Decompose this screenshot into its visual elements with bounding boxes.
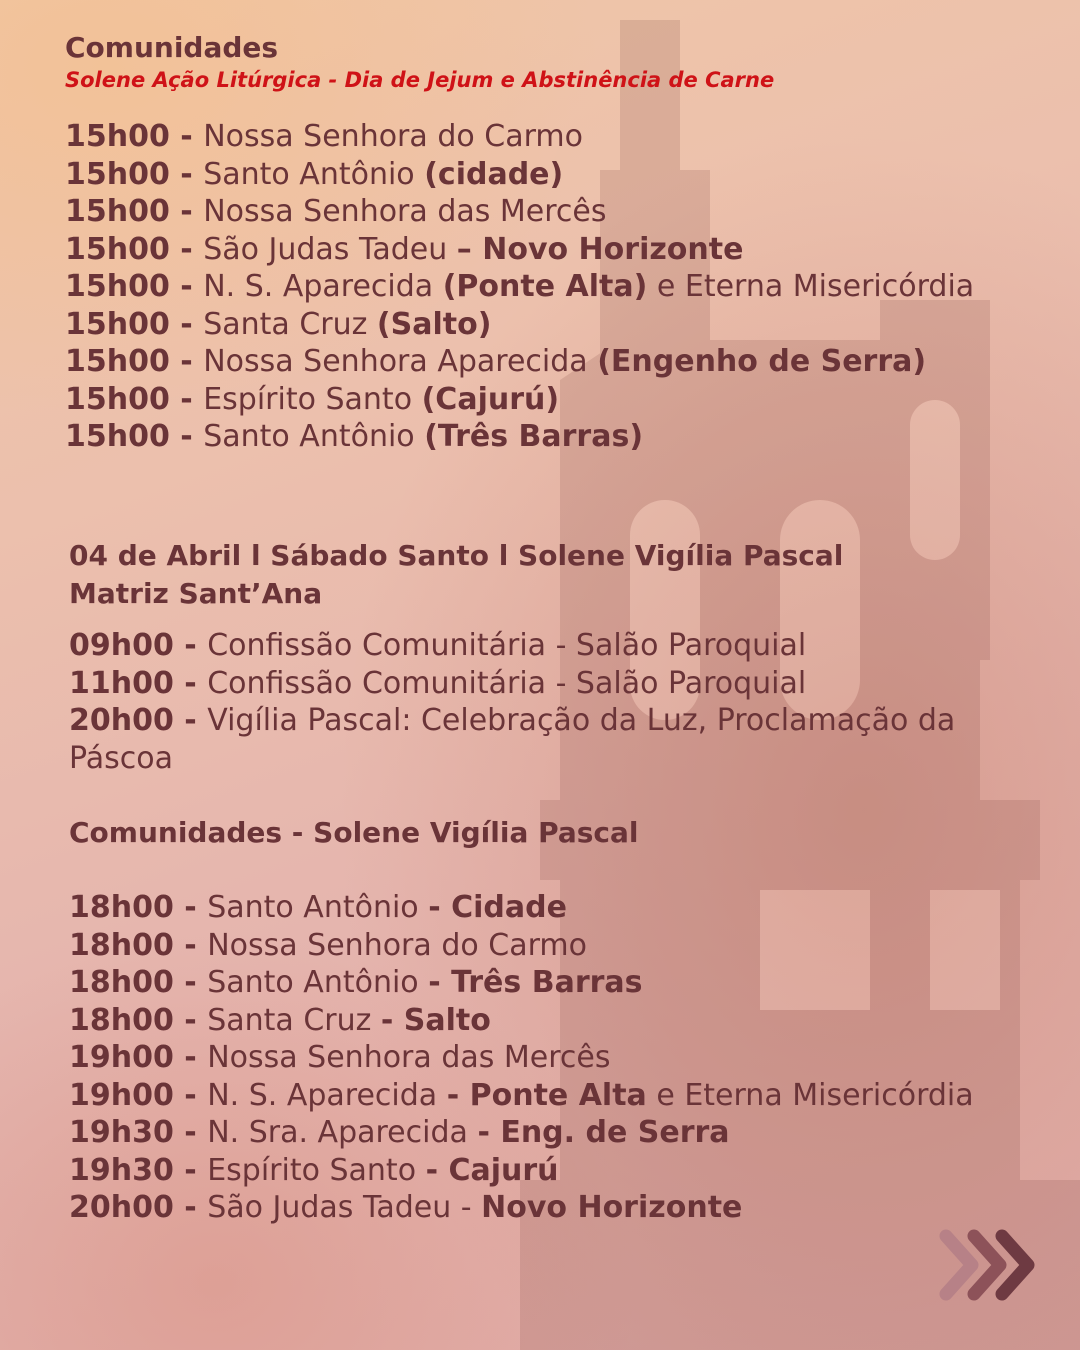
schedule-separator: - — [169, 194, 204, 229]
schedule-separator: - — [173, 1190, 208, 1225]
schedule-row — [69, 1152, 999, 1190]
schedule-event-text: Santa Cruz — [207, 1002, 381, 1038]
schedule-location-highlight: – Novo Horizonte — [456, 231, 744, 267]
schedule-separator: - — [169, 419, 204, 454]
schedule-time: 15h00 — [65, 156, 170, 192]
schedule-event-text: Confissão Comunitária - Salão Paroquial — [207, 665, 807, 701]
schedule-separator: - — [169, 344, 204, 379]
schedule-location-highlight: (Três Barras) — [424, 419, 644, 454]
schedule-time: 15h00 — [65, 269, 170, 304]
schedule-event-text: Nossa Senhora das Mercês — [203, 194, 607, 229]
schedule-event-text: Santo Antônio — [203, 419, 425, 454]
schedule-row — [65, 306, 995, 344]
section-title: 04 de Abril l Sábado Santo l Solene Vigília Pascal — [69, 539, 844, 572]
schedule-event-text: Espírito Santo — [207, 1152, 426, 1188]
schedule-event-text: e Eterna Misericórdia — [646, 1077, 974, 1113]
schedule-event-text: Nossa Senhora do Carmo — [203, 119, 583, 154]
schedule-event-text: São Judas Tadeu — [203, 231, 457, 267]
schedule-time: 19h30 — [69, 1152, 174, 1188]
schedule-location-highlight: - Cajurú — [425, 1152, 559, 1188]
schedule-row — [69, 1114, 999, 1152]
schedule-event-text: N. Sra. Aparecida — [207, 1115, 478, 1150]
schedule-separator: - — [173, 628, 208, 663]
section-title: Comunidades - Solene Vigília Pascal — [69, 816, 639, 849]
schedule-separator: - — [169, 306, 204, 342]
schedule-time: 15h00 — [65, 306, 170, 342]
schedule-event-text: Espírito Santo — [203, 381, 422, 417]
schedule-row — [65, 231, 995, 269]
schedule-event-text: N. S. Aparecida — [203, 269, 443, 304]
schedule-row — [69, 889, 999, 927]
section-sabado-santo — [69, 538, 843, 612]
schedule-separator: - — [169, 156, 204, 192]
schedule-separator: - — [173, 965, 208, 1000]
schedule-row — [69, 927, 999, 965]
schedule-event-text: N. S. Aparecida — [207, 1077, 447, 1113]
schedule-row — [69, 1189, 999, 1227]
section-title: Comunidades — [65, 31, 279, 64]
schedule-location-highlight: - Eng. de Serra — [477, 1115, 730, 1150]
schedule-separator: - — [173, 1040, 208, 1075]
schedule-event-text: Nossa Senhora Aparecida — [203, 344, 598, 379]
schedule-separator: - — [173, 1152, 208, 1188]
schedule-row — [69, 1039, 999, 1077]
schedule-location-highlight: - Ponte Alta — [446, 1077, 647, 1113]
schedule-time: 15h00 — [65, 194, 170, 229]
schedule-time: 20h00 — [69, 1190, 174, 1225]
schedule-list-matriz — [69, 627, 999, 777]
section-comunidades-vigilia — [69, 815, 639, 851]
schedule-location-highlight: (Cajurú) — [421, 381, 560, 417]
schedule-separator: - — [173, 703, 208, 738]
schedule-separator: - — [169, 381, 204, 417]
triple-chevron-right-icon[interactable] — [938, 1228, 1046, 1302]
schedule-row — [69, 702, 999, 777]
schedule-row — [65, 118, 995, 156]
schedule-location-highlight: (Ponte Alta) — [442, 269, 648, 304]
schedule-time: 19h00 — [69, 1040, 174, 1075]
section-location: Matriz Sant’Ana — [69, 577, 323, 610]
schedule-event-text: Nossa Senhora das Mercês — [207, 1040, 611, 1075]
schedule-time: 20h00 — [69, 703, 174, 738]
schedule-separator: - — [173, 1115, 208, 1150]
schedule-time: 19h00 — [69, 1077, 174, 1113]
schedule-time: 19h30 — [69, 1115, 174, 1150]
schedule-separator: - — [169, 269, 204, 304]
schedule-list-vigilia — [69, 889, 999, 1227]
schedule-location-highlight: - Salto — [380, 1002, 491, 1038]
schedule-list-sexta — [65, 118, 995, 456]
schedule-time: 15h00 — [65, 381, 170, 417]
schedule-event-text: Santo Antônio — [207, 890, 429, 925]
schedule-time: 15h00 — [65, 344, 170, 379]
schedule-separator: - — [173, 1002, 208, 1038]
schedule-location-highlight: (Engenho de Serra) — [597, 344, 927, 379]
schedule-separator: - — [169, 119, 204, 154]
section-comunidades — [65, 30, 774, 94]
schedule-event-text: Santa Cruz — [203, 306, 377, 342]
schedule-time: 18h00 — [69, 890, 174, 925]
schedule-time: 09h00 — [69, 628, 174, 663]
schedule-row — [69, 964, 999, 1002]
schedule-event-text: Santo Antônio — [203, 156, 425, 192]
schedule-location-highlight: - Três Barras — [428, 965, 643, 1000]
schedule-event-text: Confissão Comunitária - Salão Paroquial — [207, 628, 807, 663]
schedule-row — [69, 665, 999, 703]
schedule-row — [65, 418, 995, 456]
schedule-location-highlight: Novo Horizonte — [481, 1190, 743, 1225]
schedule-event-text: São Judas Tadeu - — [207, 1190, 482, 1225]
schedule-row — [69, 1002, 999, 1040]
schedule-location-highlight: (Salto) — [376, 306, 492, 342]
schedule-row — [65, 381, 995, 419]
schedule-separator: - — [173, 1077, 208, 1113]
schedule-row — [65, 193, 995, 231]
schedule-time: 15h00 — [65, 419, 170, 454]
schedule-row — [69, 1077, 999, 1115]
schedule-time: 18h00 — [69, 965, 174, 1000]
schedule-time: 15h00 — [65, 231, 170, 267]
schedule-location-highlight: (cidade) — [424, 156, 564, 192]
schedule-event-text: Santo Antônio — [207, 965, 429, 1000]
schedule-separator: - — [169, 231, 204, 267]
schedule-event-text: Vigília Pascal: Celebração da Luz, Proclamação da Páscoa — [69, 703, 956, 776]
schedule-time: 18h00 — [69, 1002, 174, 1038]
schedule-time: 15h00 — [65, 119, 170, 154]
section-subtitle: Solene Ação Litúrgica - Dia de Jejum e Abstinência de Carne — [65, 68, 775, 92]
schedule-separator: - — [173, 665, 208, 701]
schedule-time: 18h00 — [69, 927, 174, 963]
schedule-row — [65, 268, 995, 306]
schedule-separator: - — [173, 927, 208, 963]
schedule-event-text: Nossa Senhora do Carmo — [207, 927, 587, 963]
schedule-row — [65, 343, 995, 381]
schedule-event-text: e Eterna Misericórdia — [647, 269, 975, 304]
schedule-time: 11h00 — [69, 665, 174, 701]
schedule-separator: - — [173, 890, 208, 925]
schedule-row — [65, 156, 995, 194]
schedule-row — [69, 627, 999, 665]
schedule-location-highlight: - Cidade — [428, 890, 567, 925]
